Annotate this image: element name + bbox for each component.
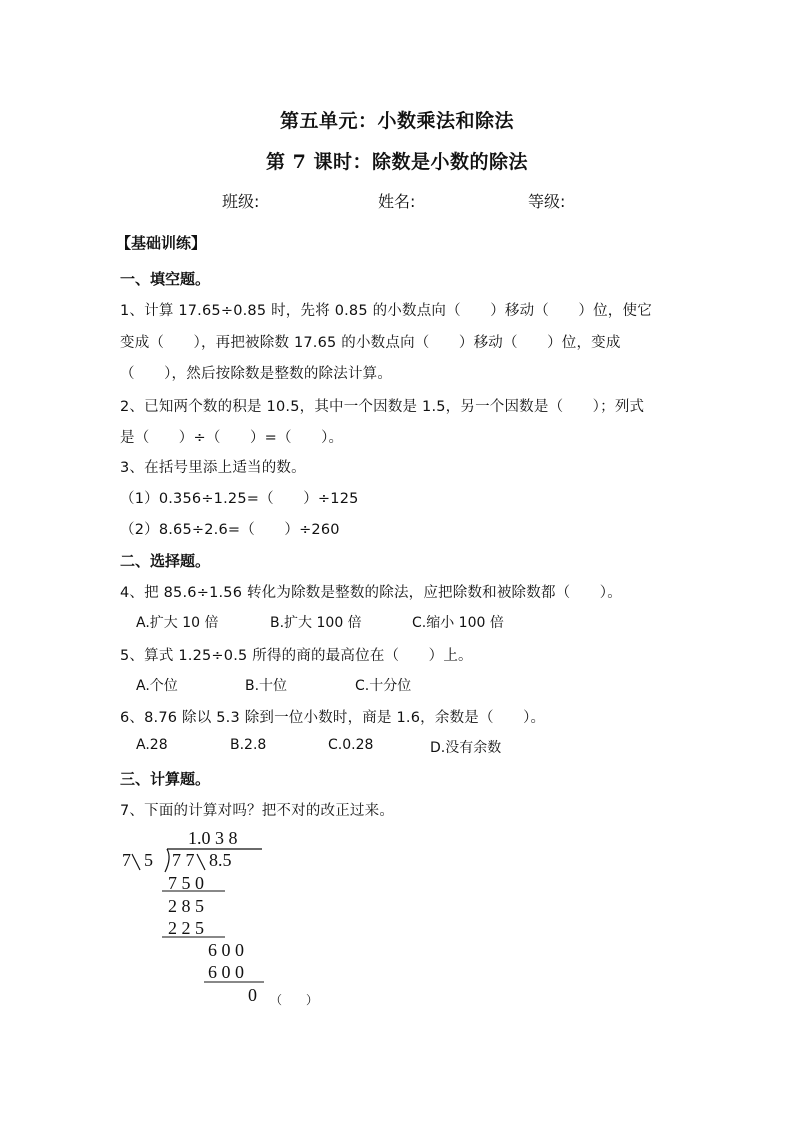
divisor-digit-5: 5	[144, 850, 153, 870]
step-600-b: 6 0 0	[208, 962, 244, 982]
part3-heading: 三、计算题。	[120, 770, 211, 788]
q3-line1: 3、在括号里添上适当的数。	[120, 460, 306, 476]
q6-option-a: A.28	[136, 737, 168, 753]
q4-text: 4、把 85.6÷1.56 转化为除数是整数的除法，应把除数和被除数都（ ）。	[120, 585, 622, 601]
q6-text: 6、8.76 除以 5.3 除到一位小数时，商是 1.6，余数是（ ）。	[120, 710, 546, 726]
step-600-a: 6 0 0	[208, 940, 244, 960]
section-basic-training: 【基础训练】	[116, 234, 207, 252]
q1-line3: （ ），然后按除数是整数的除法计算。	[120, 366, 393, 382]
dividend-whole: 7 7	[172, 850, 195, 870]
q2-line1: 2、已知两个数的积是 10.5，其中一个因数是 1.5，另一个因数是（ ）；列式	[120, 399, 645, 415]
part2-heading: 二、选择题。	[120, 552, 211, 570]
q1-line2: 变成（ ），再把被除数 17.65 的小数点向（ ）移动（ ）位，变成	[120, 335, 621, 351]
page-title: 第五单元：小数乘法和除法	[279, 110, 514, 132]
q7-answer-blank: （ ）	[270, 993, 319, 1007]
grade-label: 等级:	[528, 192, 566, 211]
q4-option-a: A.扩大 10 倍	[136, 615, 219, 631]
q2-line2: 是（ ）÷（ ）=（ ）。	[120, 430, 344, 446]
q6-option-d: D.没有余数	[430, 740, 502, 756]
part1-heading: 一、填空题。	[120, 270, 211, 288]
lesson-subtitle: 第 7 课时：除数是小数的除法	[266, 151, 528, 173]
q7-text: 7、下面的计算对吗？把不对的改正过来。	[120, 803, 395, 819]
q6-option-b: B.2.8	[230, 737, 267, 753]
step-285: 2 8 5	[168, 896, 204, 916]
q5-option-c: C.十分位	[355, 678, 412, 694]
q4-option-b: B.扩大 100 倍	[270, 615, 362, 631]
quotient: 1.0 3 8	[188, 828, 238, 848]
class-label: 班级:	[222, 192, 260, 211]
q1-line1: 1、计算 17.65÷0.85 时，先将 0.85 的小数点向（ ）移动（ ）位，使它	[120, 303, 652, 319]
q3-sub1: （1）0.356÷1.25=（ ）÷125	[120, 491, 359, 507]
step-remainder: 0	[248, 985, 257, 1005]
step-225: 2 2 5	[168, 918, 204, 938]
q5-text: 5、算式 1.25÷0.5 所得的商的最高位在（ ）上。	[120, 648, 473, 664]
q5-option-b: B.十位	[245, 678, 288, 694]
name-label: 姓名:	[378, 192, 416, 211]
q4-option-c: C.缩小 100 倍	[412, 615, 504, 631]
step-750: 7 5 0	[168, 873, 204, 893]
q3-sub2: （2）8.65÷2.6=（ ）÷260	[120, 522, 340, 538]
dividend-decimal: 8.5	[209, 850, 232, 870]
divisor-digit-7: 7	[122, 850, 131, 870]
q5-option-a: A.个位	[136, 678, 178, 694]
q6-option-c: C.0.28	[328, 737, 374, 753]
